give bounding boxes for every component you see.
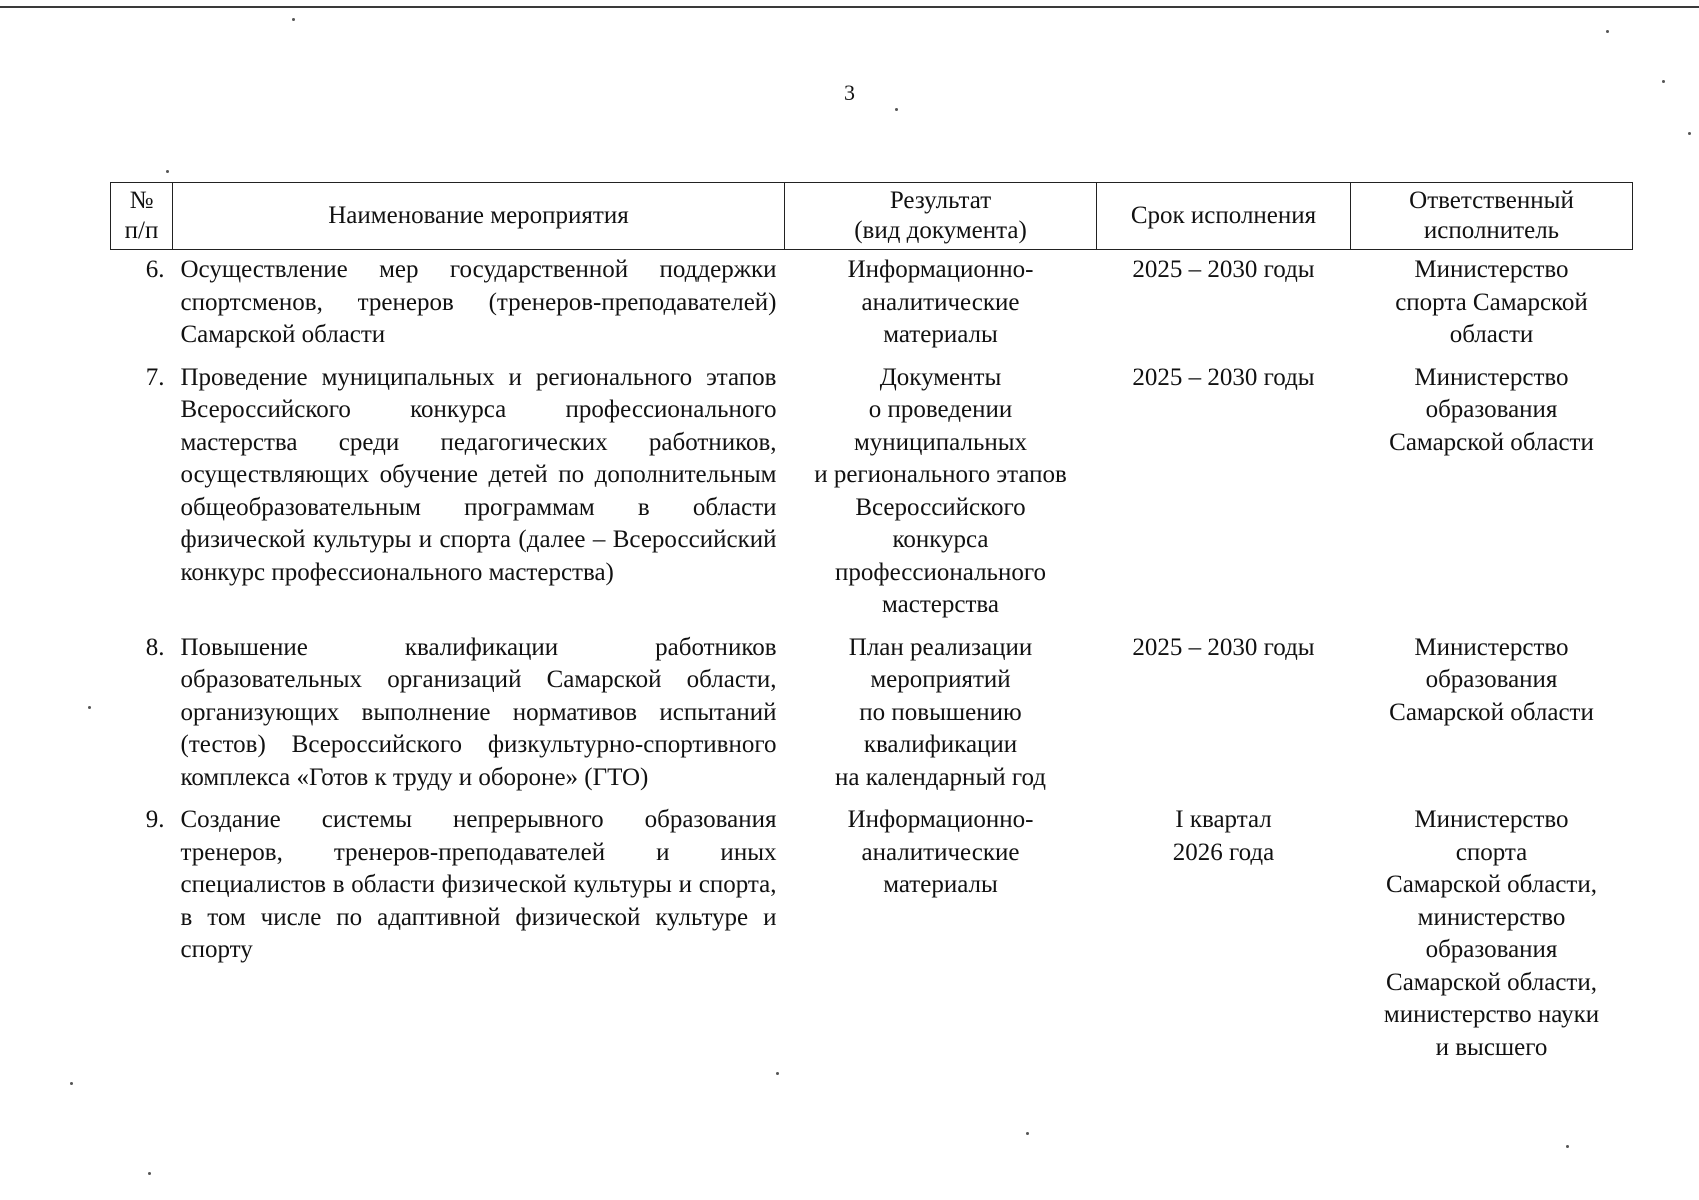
measure-result: Информационно- аналитические материалы [847, 806, 1034, 898]
measure-result: Информационно- аналитические материалы [847, 256, 1034, 348]
top-border-line [0, 6, 1699, 8]
measures-table [110, 182, 1633, 1074]
table-row [111, 362, 1633, 632]
scan-speck [1606, 30, 1609, 33]
measure-name: Проведение муниципальных и регионального этапов Всероссийского конкурса профессионального мастерства среди педагогических работников, осуществляющих обучение детей по дополнительным общеобразовательным программам в области физической культуры и спорта (далее – Всероссийский конкурс профессионального мастерства) [180, 363, 777, 586]
scan-speck [148, 1172, 151, 1175]
measure-responsible: Министерство образования Самарской области [1389, 633, 1594, 726]
scan-speck [88, 706, 91, 709]
header-responsible: Ответственный исполнитель [1351, 183, 1633, 250]
header-name: Наименование мероприятия [173, 183, 785, 250]
scan-speck [166, 170, 169, 173]
measure-responsible: Министерство спорта Самарской области, министерство образования Самарской области, министерство науки и высшего [1383, 806, 1600, 1061]
measure-responsible: Министерство образования Самарской области [1389, 363, 1594, 456]
scan-speck [1662, 80, 1665, 83]
header-result: Результат (вид документа) [785, 183, 1097, 250]
measure-name: Создание системы непрерывного образования тренеров, тренеров-преподавателей и иных специалистов в области физической культуры и спорта, в том числе по адаптивной физической культуре и спорту [180, 806, 777, 963]
scan-speck [292, 18, 295, 21]
measure-name: Осуществление мер государственной поддержки спортсменов, тренеров (тренеров-преподавателей) Самарской области [180, 256, 777, 348]
header-num: № п/п [111, 183, 173, 250]
row-number: 8. [145, 633, 165, 661]
measure-deadline: 2025 – 2030 годы [1132, 633, 1315, 661]
row-number: 6. [145, 256, 165, 283]
scan-speck [1688, 132, 1691, 135]
measure-result: План реализации мероприятий по повышению квалификации на календарный год [834, 633, 1046, 791]
scan-speck [1566, 1145, 1569, 1148]
scan-speck [70, 1082, 73, 1085]
measure-deadline: 2025 – 2030 годы [1132, 256, 1315, 283]
row-number: 9. [145, 806, 165, 833]
measure-deadline: I квартал 2026 года [1172, 806, 1275, 866]
table-row [111, 632, 1633, 805]
header-deadline: Срок исполнения [1097, 183, 1351, 250]
table-row [111, 804, 1633, 1074]
table-header-row [111, 183, 1633, 250]
table-row [111, 250, 1633, 362]
measure-name: Повышение квалификации работников образовательных организаций Самарской области, организующих выполнение нормативов испытаний (тестов) Всероссийского физкультурно-спортивного комплекса «Готов к труду и обороне» (ГТО) [180, 633, 777, 791]
measure-responsible: Министерство спорта Самарской области [1395, 256, 1588, 348]
page-number: 3 [844, 80, 855, 105]
scan-speck [895, 108, 898, 111]
measure-deadline: 2025 – 2030 годы [1132, 363, 1315, 391]
measure-result: Документы о проведении муниципальных и регионального этапов Всероссийского конкурса профессионального мастерства [814, 363, 1067, 618]
scan-speck [1026, 1132, 1029, 1135]
row-number: 7. [145, 363, 165, 391]
